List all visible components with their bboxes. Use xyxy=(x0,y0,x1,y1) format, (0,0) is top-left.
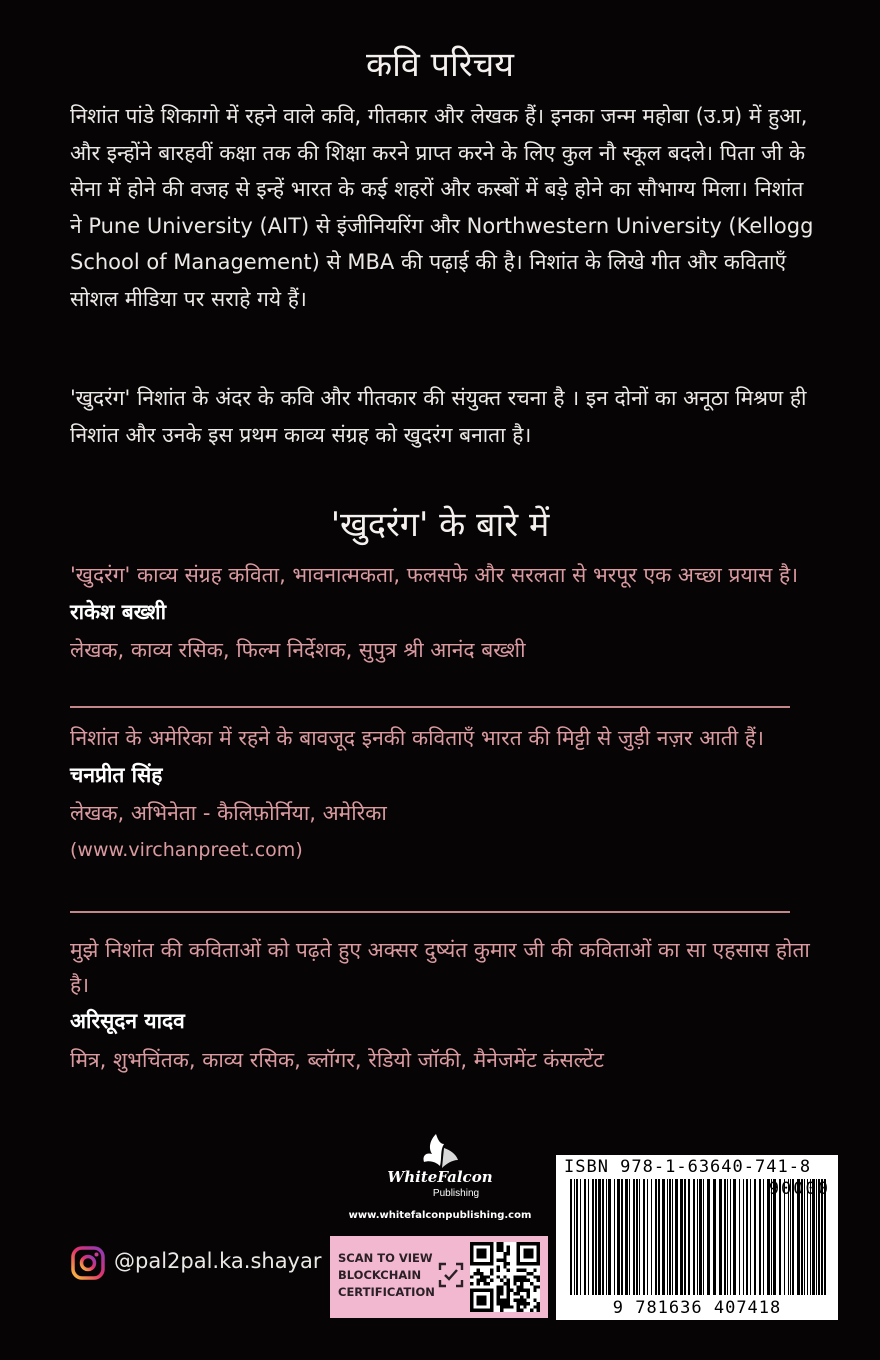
testimonial-author-website[interactable]: (www.virchanpreet.com) xyxy=(70,838,303,861)
testimonial-author: राकेश बख्शी xyxy=(70,599,167,624)
publisher-logo xyxy=(370,1130,510,1205)
poet-intro-paragraph-1: निशांत पांडे शिकागो में रहने वाले कवि, गीतकार और लेखक हैं। इनका जन्म महोबा (उ.प्र) में हुआ, और इन्होंने बारहवीं कक्षा तक की शिक्षा करने प्राप्त करने के लिए कुल नौ स्कूल बदले। पिता जी के सेना में होने की वजह से इन्हें भारत के कई शहरों और कस्बों में बड़े होने का सौभाग्य मिला। निशांत ने Pune University (AIT) से इंजीनियरिंग और Northwestern University (Kellogg School of Management) से MBA की पढ़ाई की है। निशांत के लिखे गीत और कविताएँ सोशल मीडिया पर सराहे गये हैं। xyxy=(70,104,814,311)
poet-intro-heading: कवि परिचय xyxy=(366,45,514,85)
divider xyxy=(70,706,790,708)
testimonial-author: चनप्रीत सिंह xyxy=(70,762,163,787)
testimonial-author-role: लेखक, अभिनेता - कैलिफ़ोर्निया, अमेरिका xyxy=(70,801,387,825)
publisher-logo-sub: Publishing xyxy=(432,1188,480,1199)
qr-code[interactable] xyxy=(470,1242,540,1312)
testimonial-text: निशांत के अमेरिका में रहने के बावजूद इनकी कविताएँ भारत की मिट्टी से जुड़ी नज़र आती हैं। xyxy=(70,726,764,750)
publisher-logo-word: WhiteFalcon xyxy=(387,1168,493,1186)
blockchain-certification-badge[interactable] xyxy=(330,1236,548,1318)
testimonial xyxy=(70,721,820,865)
poet-intro-paragraph-2: 'खुदरंग' निशांत के अंदर के कवि और गीतकार की संयुक्त रचना है । इन दोनों का अनूठा मिश्रण ही निशांत और उनके इस प्रथम काव्य संग्रह को खुदरंग बनाता है। xyxy=(70,386,807,447)
testimonial xyxy=(70,558,820,668)
isbn-label: ISBN 978-1-63640-741-8 xyxy=(564,1157,812,1177)
isbn-digits: 9 781636 407418 xyxy=(562,1298,832,1318)
instagram-handle[interactable]: @pal2pal.ka.shayar xyxy=(114,1249,322,1273)
testimonial-text: 'खुदरंग' काव्य संग्रह कविता, भावनात्मकता, फलसफे और सरलता से भरपूर एक अच्छा प्रयास है। xyxy=(70,563,799,587)
price-code: 90000 xyxy=(768,1179,830,1199)
testimonial-text: मुझे निशांत की कविताओं को पढ़ते हुए अक्सर दुष्यंत कुमार जी की कविताओं का सा एहसास होता है। xyxy=(70,938,810,997)
scan-icon xyxy=(438,1262,464,1288)
about-book-heading: 'खुदरंग' के बारे में xyxy=(330,505,550,545)
isbn-barcode xyxy=(556,1155,838,1320)
divider xyxy=(70,911,790,913)
testimonial-author-role: मित्र, शुभचिंतक, काव्य रसिक, ब्लॉगर, रेडियो जॉकी, मैनेजमेंट कंसल्टेंट xyxy=(70,1047,604,1072)
instagram-icon xyxy=(70,1245,106,1281)
testimonial-author-role: लेखक, काव्य रसिक, फिल्म निर्देशक, सुपुत्र श्री आनंद बख्शी xyxy=(70,638,526,662)
publisher-url[interactable]: www.whitefalconpublishing.com xyxy=(348,1210,532,1221)
falcon-icon xyxy=(423,1134,458,1168)
testimonial-author: अरिसूदन यादव xyxy=(70,1009,185,1033)
blockchain-label: SCAN TO VIEW BLOCKCHAIN CERTIFICATION xyxy=(338,1251,435,1299)
testimonial xyxy=(70,933,820,1077)
